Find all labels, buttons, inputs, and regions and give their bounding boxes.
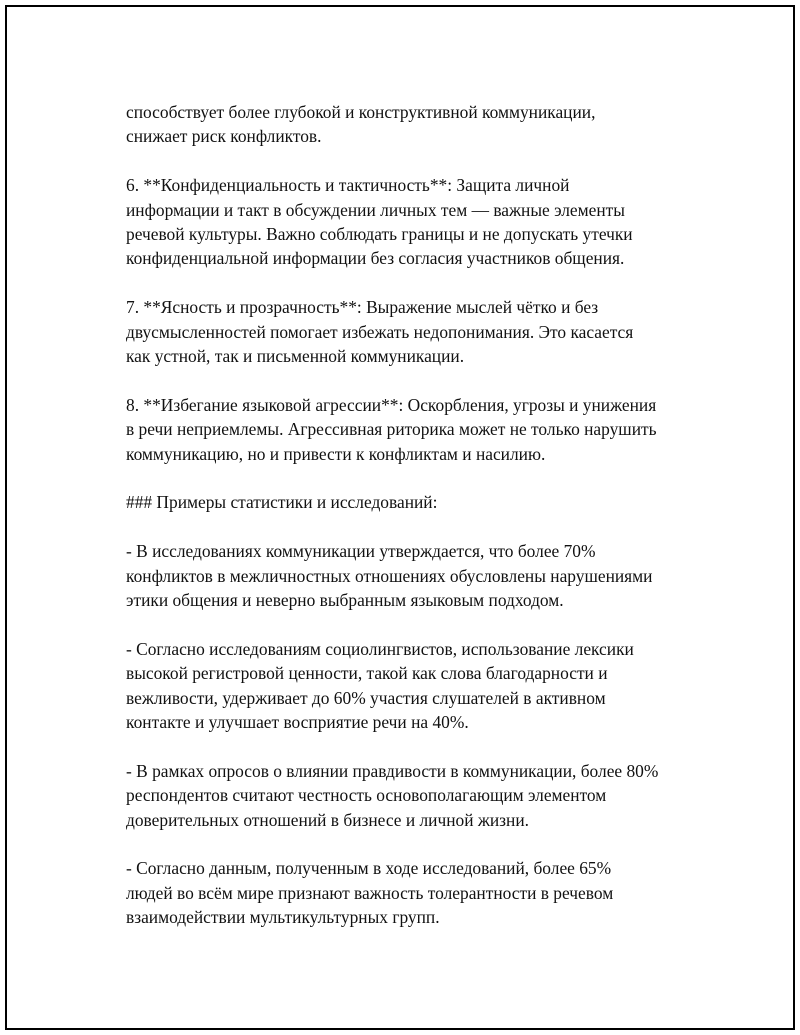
- statistic-item-politeness: - Согласно исследованиям социолингвистов, использование лексики высокой регистровой ценности, такой как слова благодарности и вежливости, удерживает до 60% участия слушателей в активном контакте и улучшает восприятие речи на 40%.: [126, 638, 634, 733]
- statistic-item-tolerance: - Согласно данным, полученным в ходе исследований, более 65% людей во всём мире признают важность толерантности в речевом взаимодействии мультикультурных групп.: [126, 858, 614, 928]
- paragraph-item-8-avoid-aggression: 8. **Избегание языковой агрессии**: Оскорбления, угрозы и унижения в речи неприемлемы. Агрессивная риторика может не только нарушить коммуникацию, но и привести к конфликтам и насилию.: [126, 394, 657, 464]
- paragraph-item-7-clarity: 7. **Ясность и прозрачность**: Выражение мыслей чётко и без двусмысленностей помогает избежать недопонимания. Это касается как устной, так и письменной коммуникации.: [126, 297, 634, 367]
- statistic-item-honesty: - В рамках опросов о влиянии правдивости в коммуникации, более 80% респондентов считают честность основополагающим элементом доверительных отношений в бизнесе и личной жизни.: [126, 760, 659, 830]
- paragraph-item-6-confidentiality: 6. **Конфиденциальность и тактичность**: Защита личной информации и такт в обсуждении личных тем — важные элементы речевой культуры. Важно соблюдать границы и не допускать утечки конфиденциальной информации без согласия участников общения.: [126, 175, 633, 269]
- paragraph-continuation: способствует более глубокой и конструктивной коммуникации, снижает риск конфликтов.: [126, 102, 596, 147]
- document-body: [126, 100, 716, 954]
- page-frame: [5, 5, 795, 1030]
- statistic-item-conflicts: - В исследованиях коммуникации утверждается, что более 70% конфликтов в межличностных отношениях обусловлены нарушениями этики общения и неверно выбранным языковым подходом.: [126, 541, 653, 611]
- section-heading-statistics: ### Примеры статистики и исследований:: [126, 492, 438, 513]
